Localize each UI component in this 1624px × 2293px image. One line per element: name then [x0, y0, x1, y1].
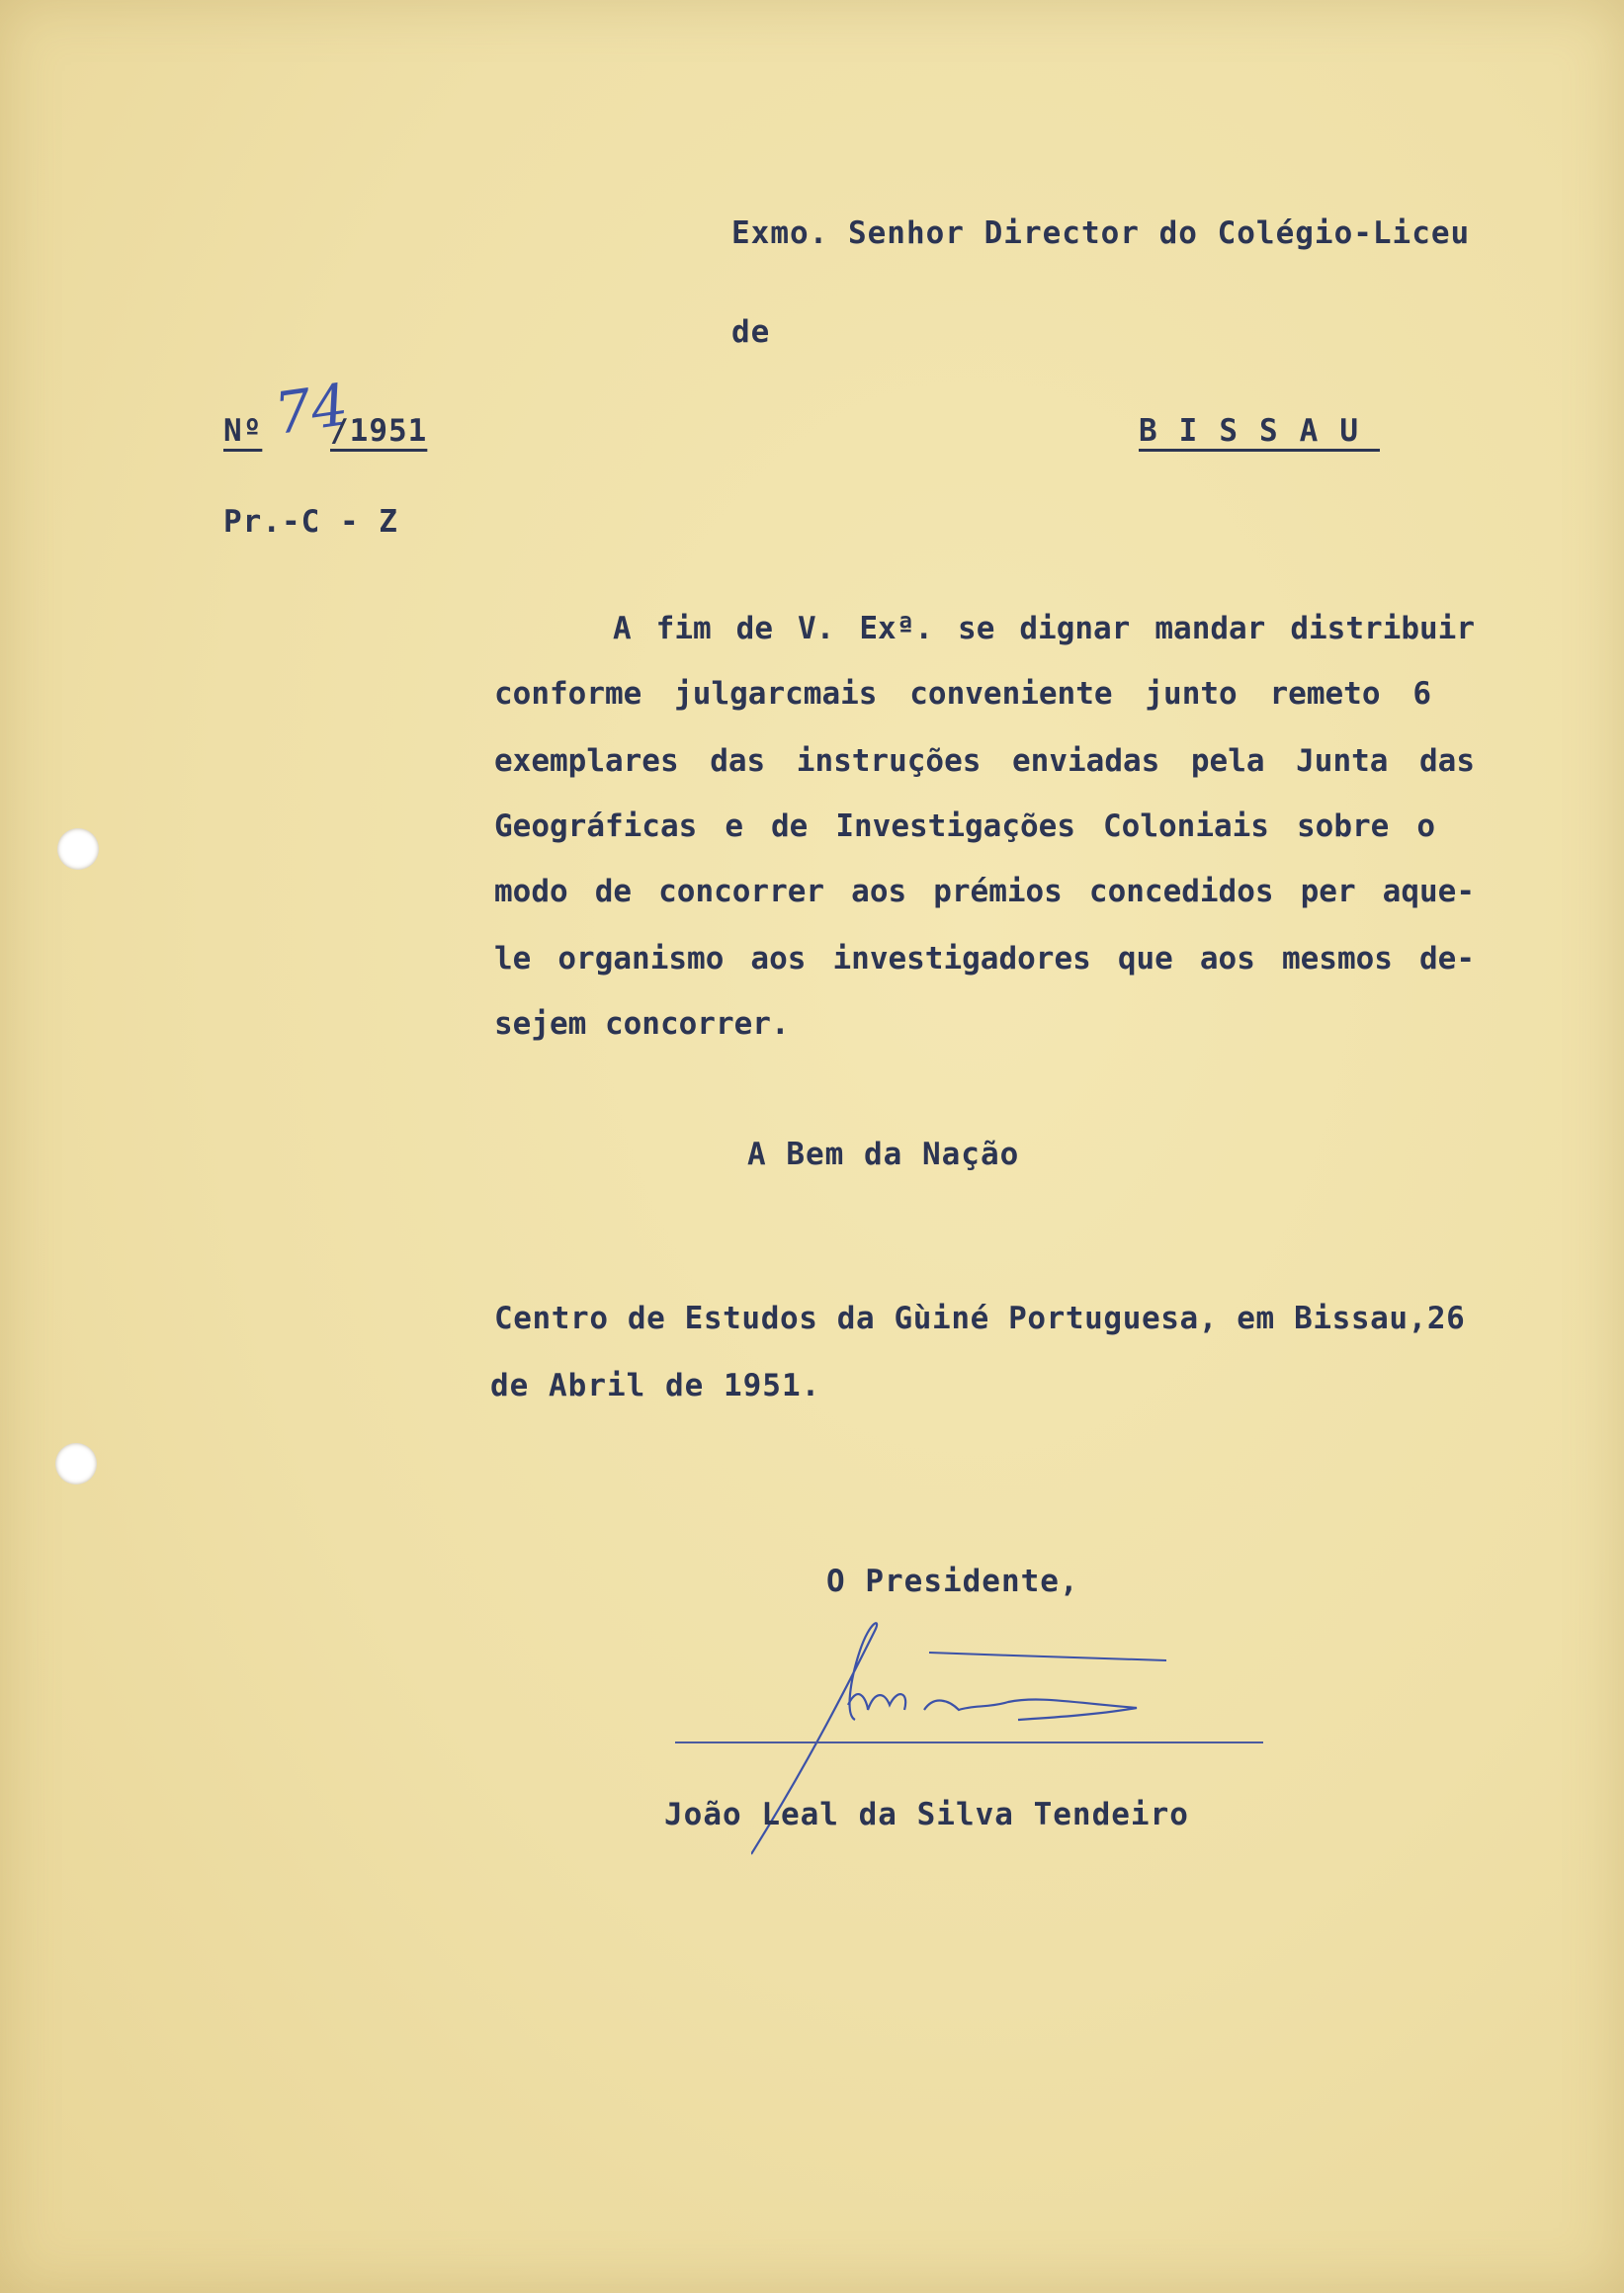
body-line-4: Geográficas e de Investigações Coloniais sobre o	[494, 808, 1435, 844]
addressee-line2: de	[731, 314, 771, 350]
body-line-2: conforme julgarcmais conveniente junto remeto 6	[494, 676, 1431, 712]
punch-hole-top	[57, 828, 99, 870]
body-line-6: le organismo aos investigadores que aos mesmos de-	[494, 941, 1475, 977]
city-heading: BISSAU	[1139, 413, 1380, 449]
body-line-1: A fim de V. Exª. se dignar mandar distribuir	[613, 611, 1475, 646]
ref-handwritten-number: 74	[270, 371, 353, 448]
punch-hole-bottom	[55, 1443, 97, 1485]
place-date-line1: Centro de Estudos da Gùiné Portuguesa, em Bissau,26	[494, 1301, 1466, 1336]
process-code: Pr.-C - Z	[223, 504, 398, 540]
body-line-7: sejem concorrer.	[494, 1006, 790, 1042]
signature-line	[675, 1741, 1263, 1743]
signer-title: O Presidente,	[826, 1564, 1079, 1599]
body-line-3: exemplares das instruções enviadas pela Junta das	[494, 743, 1475, 779]
body-line-5: modo de concorrer aos prémios concedidos per aque-	[494, 874, 1475, 909]
signer-name: João Leal da Silva Tendeiro	[664, 1797, 1189, 1832]
addressee-line1: Exmo. Senhor Director do Colégio-Liceu	[731, 215, 1471, 251]
place-date-line2: de Abril de 1951.	[490, 1368, 821, 1403]
closing-salutation: A Bem da Nação	[747, 1137, 1020, 1172]
ref-year: /1951	[330, 413, 428, 449]
ref-prefix: Nº	[223, 413, 263, 449]
